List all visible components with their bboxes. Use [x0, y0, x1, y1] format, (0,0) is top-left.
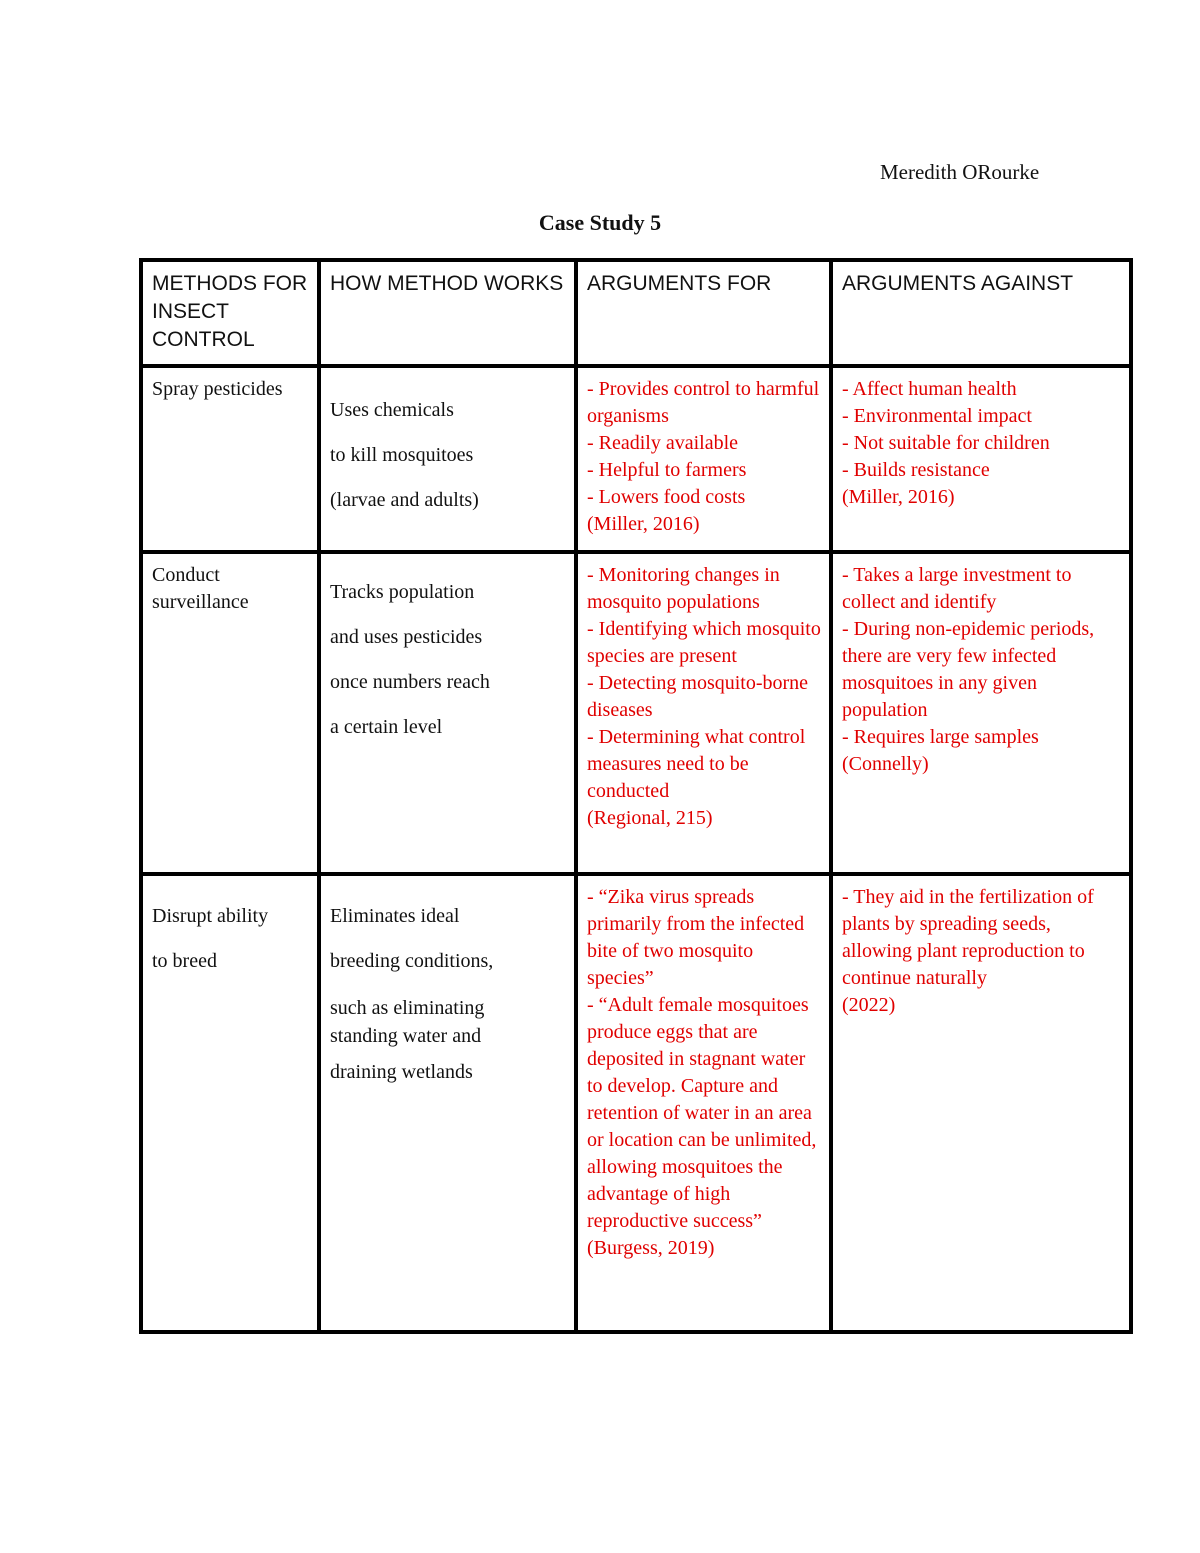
method-cell: [141, 366, 319, 552]
citation: (Miller, 2016): [842, 486, 955, 508]
how-line: breeding conditions,: [330, 950, 494, 972]
citation: (Connelly): [842, 753, 929, 775]
table-row: [141, 366, 1131, 552]
arguments-for-text: [587, 884, 821, 1262]
method-line: Disrupt ability: [152, 905, 269, 927]
argument-for-item: - Detecting mosquito-borne diseases: [587, 672, 809, 721]
argument-for-item: - Identifying which mosquito species are present: [587, 618, 821, 667]
argument-for-item: - “Adult female mosquitoes produce eggs that are deposited in stagnant water to develop. Capture and retention of water in an area or location can be unlimited, allowing mosquitoes the advantage of high reproductive success”: [587, 994, 817, 1232]
arguments-against-text: [842, 562, 1121, 778]
argument-for-item: - Monitoring changes in mosquito populations: [587, 564, 780, 613]
column-header-methods: METHODS FOR INSECT CONTROL: [141, 260, 319, 366]
arguments-against-text: [842, 376, 1121, 511]
method-line: to breed: [152, 950, 217, 972]
how-line: such as eliminating: [330, 997, 485, 1019]
how-line: once numbers reach: [330, 671, 490, 693]
how-line: standing water and: [330, 1025, 482, 1047]
argument-against-item: - They aid in the fertilization of plants by spreading seeds, allowing plant reproduction to continue naturally: [842, 886, 1094, 989]
author-name: Meredith ORourke: [880, 160, 1040, 184]
how-line: a certain level: [330, 716, 443, 738]
column-header-for: ARGUMENTS FOR: [576, 260, 831, 366]
argument-against-item: - Takes a large investment to collect and identify: [842, 564, 1072, 613]
table-row: [141, 874, 1131, 1332]
how-line: Uses chemicals: [330, 399, 454, 421]
arguments-for-text: [587, 562, 821, 832]
arguments-against-cell: [831, 874, 1131, 1332]
argument-against-item: - Not suitable for children: [842, 432, 1050, 454]
argument-for-item: - Determining what control measures need to be conducted: [587, 726, 806, 802]
argument-against-item: - Affect human health: [842, 378, 1017, 400]
arguments-against-cell: [831, 552, 1131, 874]
how-line: and uses pesticides: [330, 626, 483, 648]
arguments-for-cell: [576, 552, 831, 874]
insect-control-table: [139, 258, 1133, 1334]
citation: (2022): [842, 994, 896, 1016]
citation: (Miller, 2016): [587, 513, 700, 535]
arguments-against-text: [842, 884, 1121, 1019]
argument-against-item: - During non-epidemic periods, there are very few infected mosquitoes in any given population: [842, 618, 1095, 721]
how-cell: [319, 874, 576, 1332]
how-line: Tracks population: [330, 581, 475, 603]
argument-against-item: - Requires large samples: [842, 726, 1039, 748]
arguments-for-text: [587, 376, 821, 538]
how-line: draining wetlands: [330, 1061, 473, 1083]
method-text: [152, 884, 309, 984]
column-header-against: ARGUMENTS AGAINST: [831, 260, 1131, 366]
argument-for-item: - Helpful to farmers: [587, 459, 747, 481]
method-text: Spray pesticides: [152, 378, 283, 400]
argument-for-item: - “Zika virus spreads primarily from the infected bite of two mosquito species”: [587, 886, 805, 989]
argument-against-item: - Environmental impact: [842, 405, 1032, 427]
citation: (Regional, 215): [587, 807, 713, 829]
document-title: Case Study 5: [538, 210, 662, 235]
table-header-row: [141, 260, 1131, 366]
how-text: [330, 376, 566, 523]
how-cell: [319, 366, 576, 552]
how-text: [330, 562, 566, 750]
method-cell: [141, 552, 319, 874]
table-row: [141, 552, 1131, 874]
argument-for-item: - Lowers food costs: [587, 486, 746, 508]
method-text: Conduct surveillance: [152, 564, 249, 613]
how-line: to kill mosquitoes: [330, 444, 474, 466]
how-line: Eliminates ideal: [330, 905, 460, 927]
arguments-for-cell: [576, 874, 831, 1332]
citation: (Burgess, 2019): [587, 1237, 715, 1259]
arguments-for-cell: [576, 366, 831, 552]
how-line: (larvae and adults): [330, 489, 479, 511]
how-text: [330, 884, 566, 1095]
argument-for-item: - Provides control to harmful organisms: [587, 378, 820, 427]
argument-for-item: - Readily available: [587, 432, 739, 454]
arguments-against-cell: [831, 366, 1131, 552]
method-cell: [141, 874, 319, 1332]
column-header-how: HOW METHOD WORKS: [319, 260, 576, 366]
how-cell: [319, 552, 576, 874]
argument-against-item: - Builds resistance: [842, 459, 990, 481]
